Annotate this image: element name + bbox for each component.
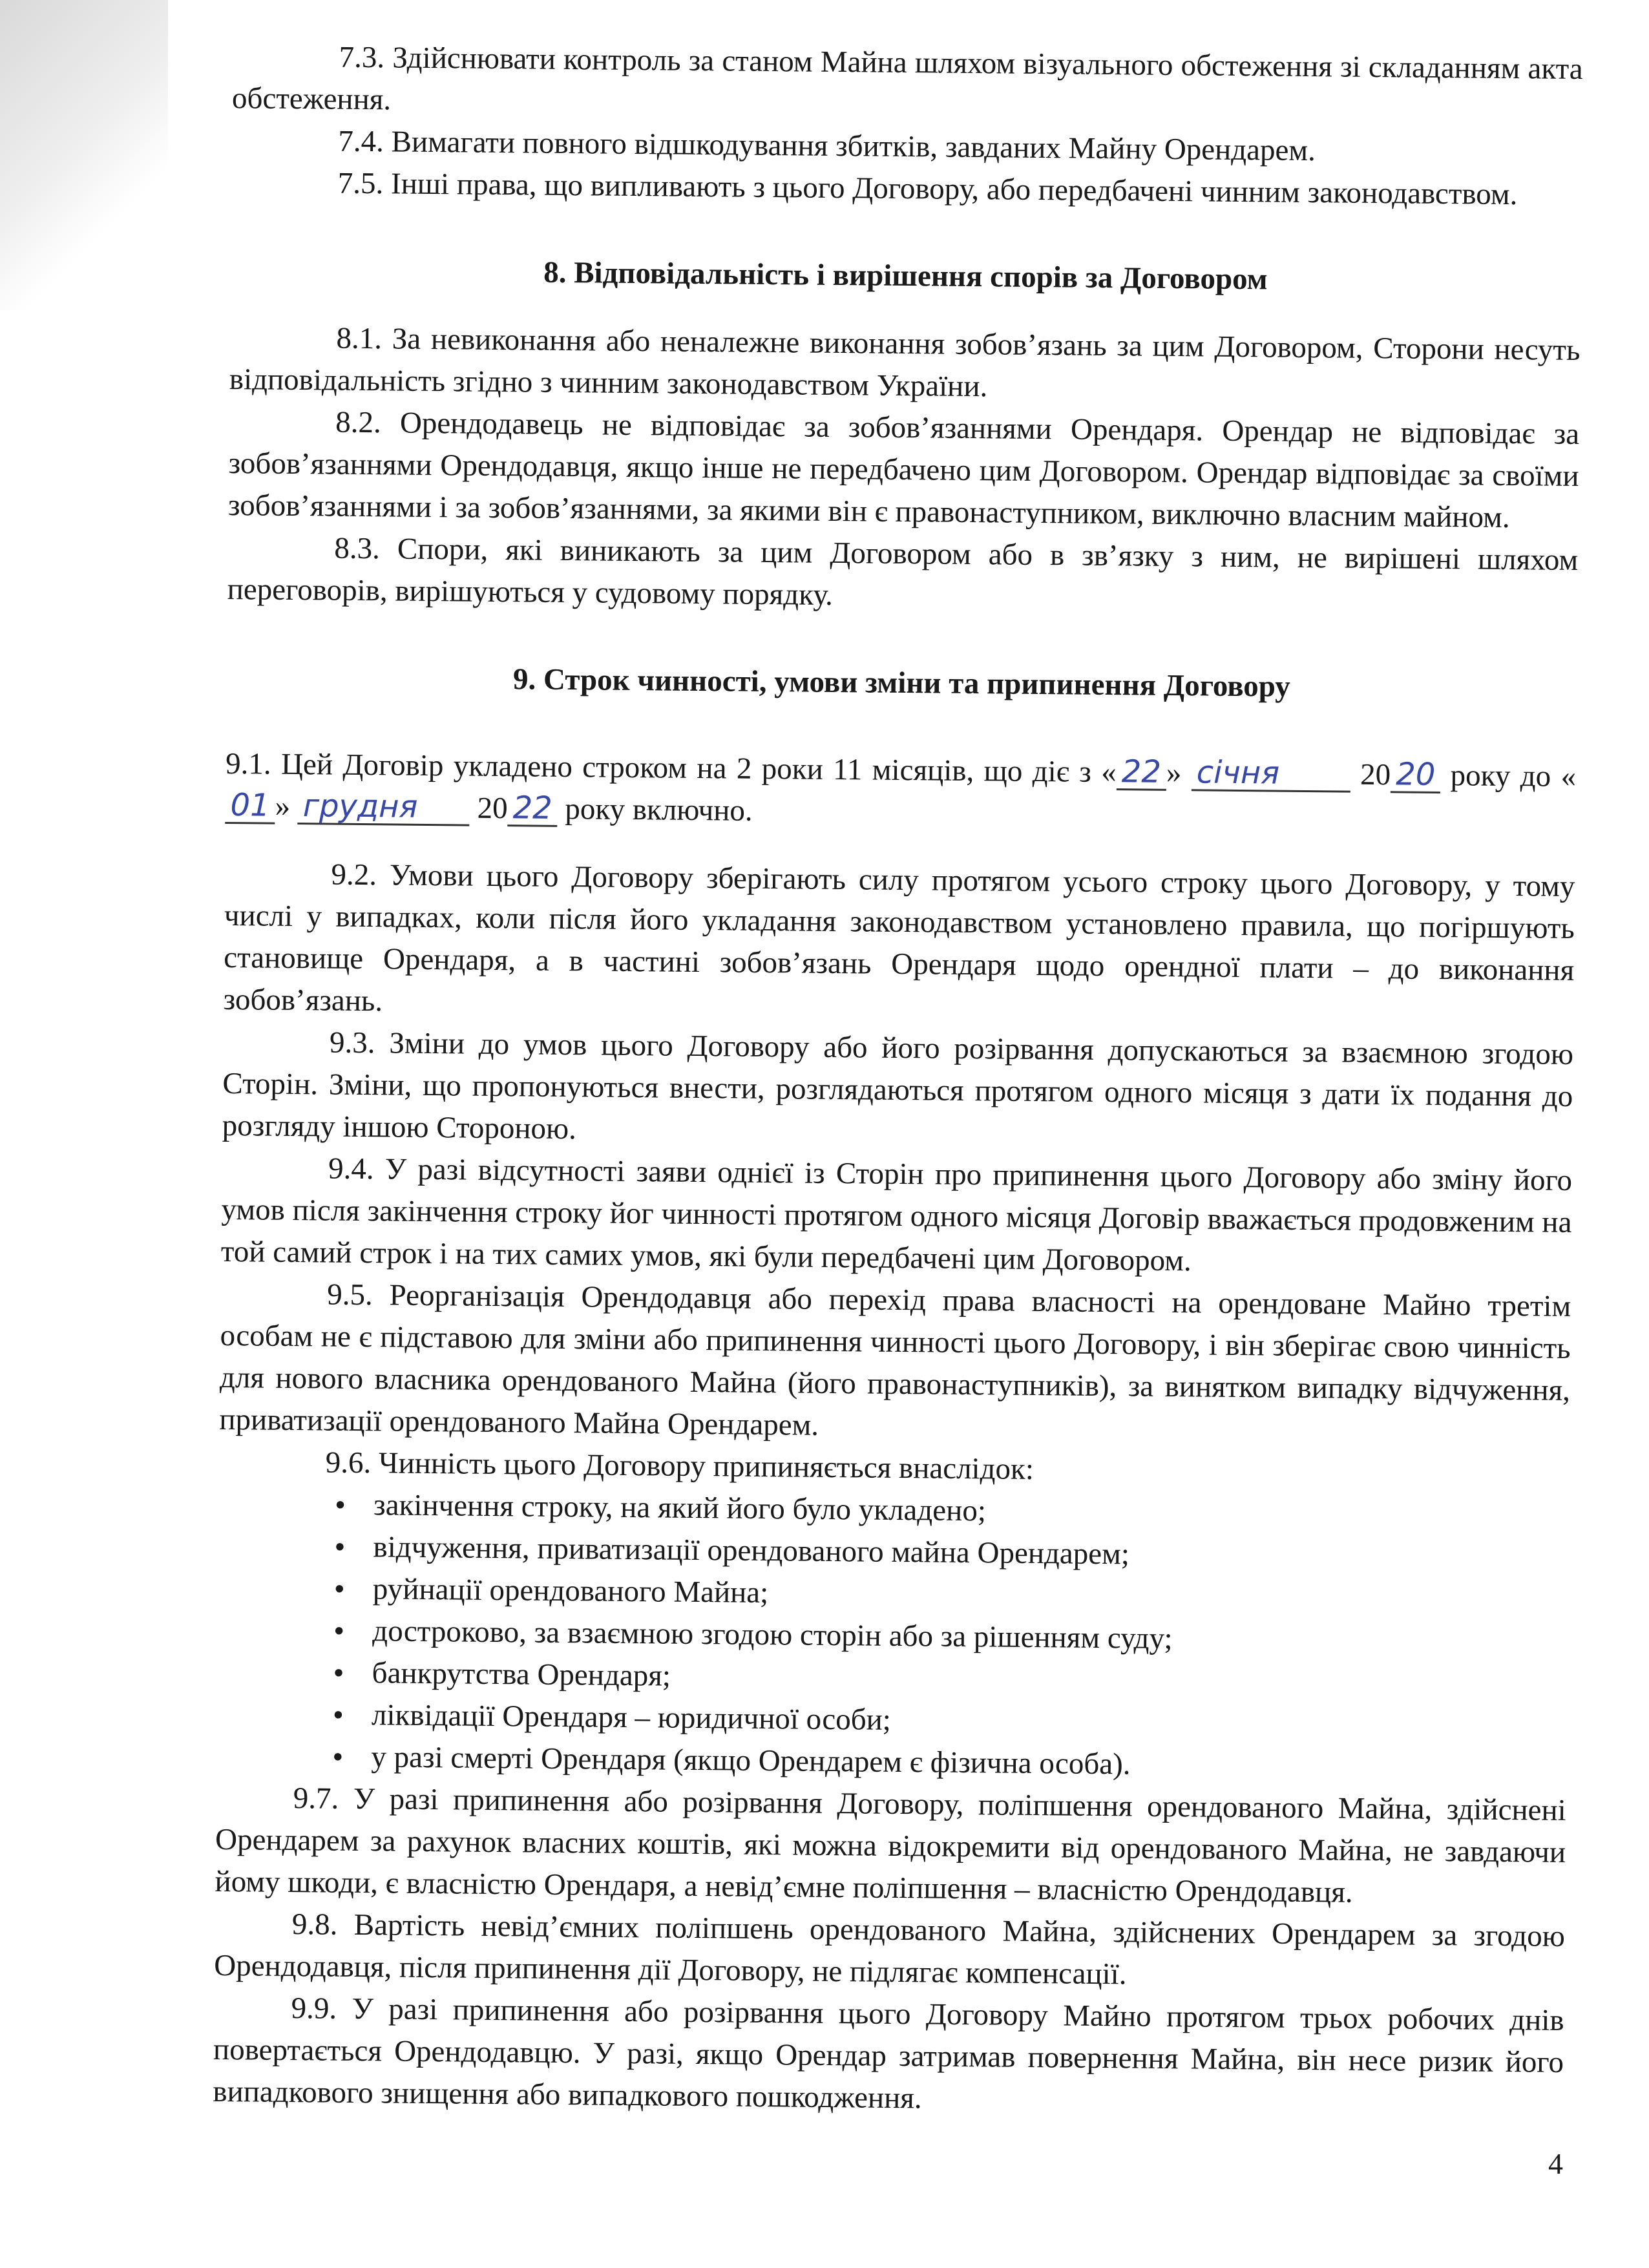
section-9-heading: 9. Строк чинності, умови зміни та припинення Договору [512,662,1291,704]
clause-9-1-text-f: 20 [469,791,508,826]
start-month-handwritten: січня [1192,755,1351,792]
clause-9-8: 9.8. Вартість невід’ємних поліпшень орендованого Майна, здійснених Орендарем за згодою Орендодавця, після припинення дії Договору, не підлягає компенсації. [214,1907,1566,1991]
clause-9-1-text-b: » [1166,755,1192,790]
start-day-handwritten: 22 [1117,755,1167,791]
list-item: • закінчення строку, на який його було укладено; [335,1484,1570,1538]
clause-9-7: 9.7. У разі припинення або розірвання Договору, поліпшення орендованого Майна, здійснені Орендарем за рахунок власних коштів, які можна відокремити від орендованого Майна, не завдаючи йому шкоди, є власністю Орендаря, а невід’ємне поліпшення – власністю Орендодавця. [215,1781,1566,1909]
list-item: • банкрутства Орендаря; [333,1652,1568,1706]
clause-9-1 [225,743,1576,840]
clause-8-2: 8.2. Орендодавець не відповідає за зобов’язаннями Орендаря. Орендар не відповідає за зобов’язаннями Орендодавця, якщо інше не передбачено цим Договором. Орендар відповідає за своїми зобов’язаннями і за зобов’язаннями, за якими він є правонаступником, виключно власним майном. [227,405,1580,535]
list-item: • достроково, за взаємною згодою сторін або за рішенням суду; [333,1610,1568,1664]
list-item: • у разі смерті Орендаря (якщо Орендарем є фізична особа). [332,1736,1567,1790]
clause-7-5: 7.5. Інші права, що випливають з цього Договору, або передбачені чинним законодавством. [337,166,1518,212]
clause-9-9: 9.9. У разі припинення або розірвання цього Договору Майно протягом трьох робочих днів повертається Орендодавцю. У разі, якщо Орендар затримав повернення Майна, він несе ризик його випадкового знищення або випадкового пошкодження. [213,1991,1564,2116]
termination-list [216,1483,1569,1790]
clause-7-4: 7.4. Вимагати повного відшкодування збитків, завданих Майну Орендарем. [338,124,1316,168]
document-page [213,36,1583,2126]
clause-9-1-text-d: року до « [1440,758,1577,794]
clause-9-1-text-g: року включно. [557,792,753,828]
clause-9-1-text-c: 20 [1350,757,1391,792]
list-item: • відчуження, приватизації орендованого майна Орендарем; [334,1526,1569,1580]
clause-9-1-text-e: » [275,789,299,824]
start-year-handwritten: 20 [1391,757,1441,793]
clause-9-6: 9.6. Чинність цього Договору припиняється внаслідок: [325,1445,1035,1487]
end-year-handwritten: 22 [507,791,558,827]
clause-9-2: 9.2. Умови цього Договору зберігають силу протягом усього строку цього Договору, у тому числі у випадках, коли після його укладання законодавством установлено правила, що погіршують становище Орендаря, а в частині зобов’язань Орендаря щодо орендної плати – до виконання зобов’язань. [223,857,1575,1018]
clause-9-1-text-a: 9.1. Цей Договір укладено строком на 2 роки 11 місяців, що діє з « [225,746,1117,790]
list-item: • ліквідації Орендаря – юридичної особи; [333,1694,1568,1748]
page-number: 4 [1548,2147,1563,2180]
section-8-heading: 8. Відповідальність і вирішення спорів за Договором [543,255,1268,297]
clause-8-1: 8.1. За невиконання або неналежне виконання зобов’язань за цим Договором, Сторони несуть відповідальність згідно з чинним законодавством України. [229,321,1581,404]
clause-9-5: 9.5. Реорганізація Орендодавця або перехід права власності на орендоване Майно третім особам не є підставою для зміни або припинення чинності цього Договору, і він зберігає свою чинність для нового власника орендованого Майна (його правонаступників), за винятком випадку відчуження, приватизації орендованого Майна Орендарем. [219,1277,1571,1442]
clause-8-3: 8.3. Спори, які виникають за цим Договором або в зв’язку з ним, не вирішені шляхом переговорів, вирішуються у судовому порядку. [227,531,1579,612]
clause-7-3: 7.3. Здійснювати контроль за станом Майна шляхом візуального обстеження зі складанням акта обстеження. [231,40,1583,117]
clause-9-4: 9.4. У разі відсутності заяви однієї із Сторін про припинення цього Договору або зміну його умов після закінчення строку йог чинності протягом одного місяця Договір вважається продовженим на той самий строк і на тих самих умов, які були передбачені цим Договором. [220,1151,1573,1278]
scan-shadow [0,0,168,310]
end-day-handwritten: 01 [225,788,275,824]
list-item: • руйнації орендованого Майна; [334,1568,1569,1622]
clause-9-3: 9.3. Зміни до умов цього Договору або його розірвання допускаються за взаємною згодою Сторін. Зміни, що пропонуються внести, розглядаються протягом одного місяця з дати їх подання до розгляду іншою Стороною. [222,1025,1574,1146]
end-month-handwritten: грудня [298,789,470,826]
